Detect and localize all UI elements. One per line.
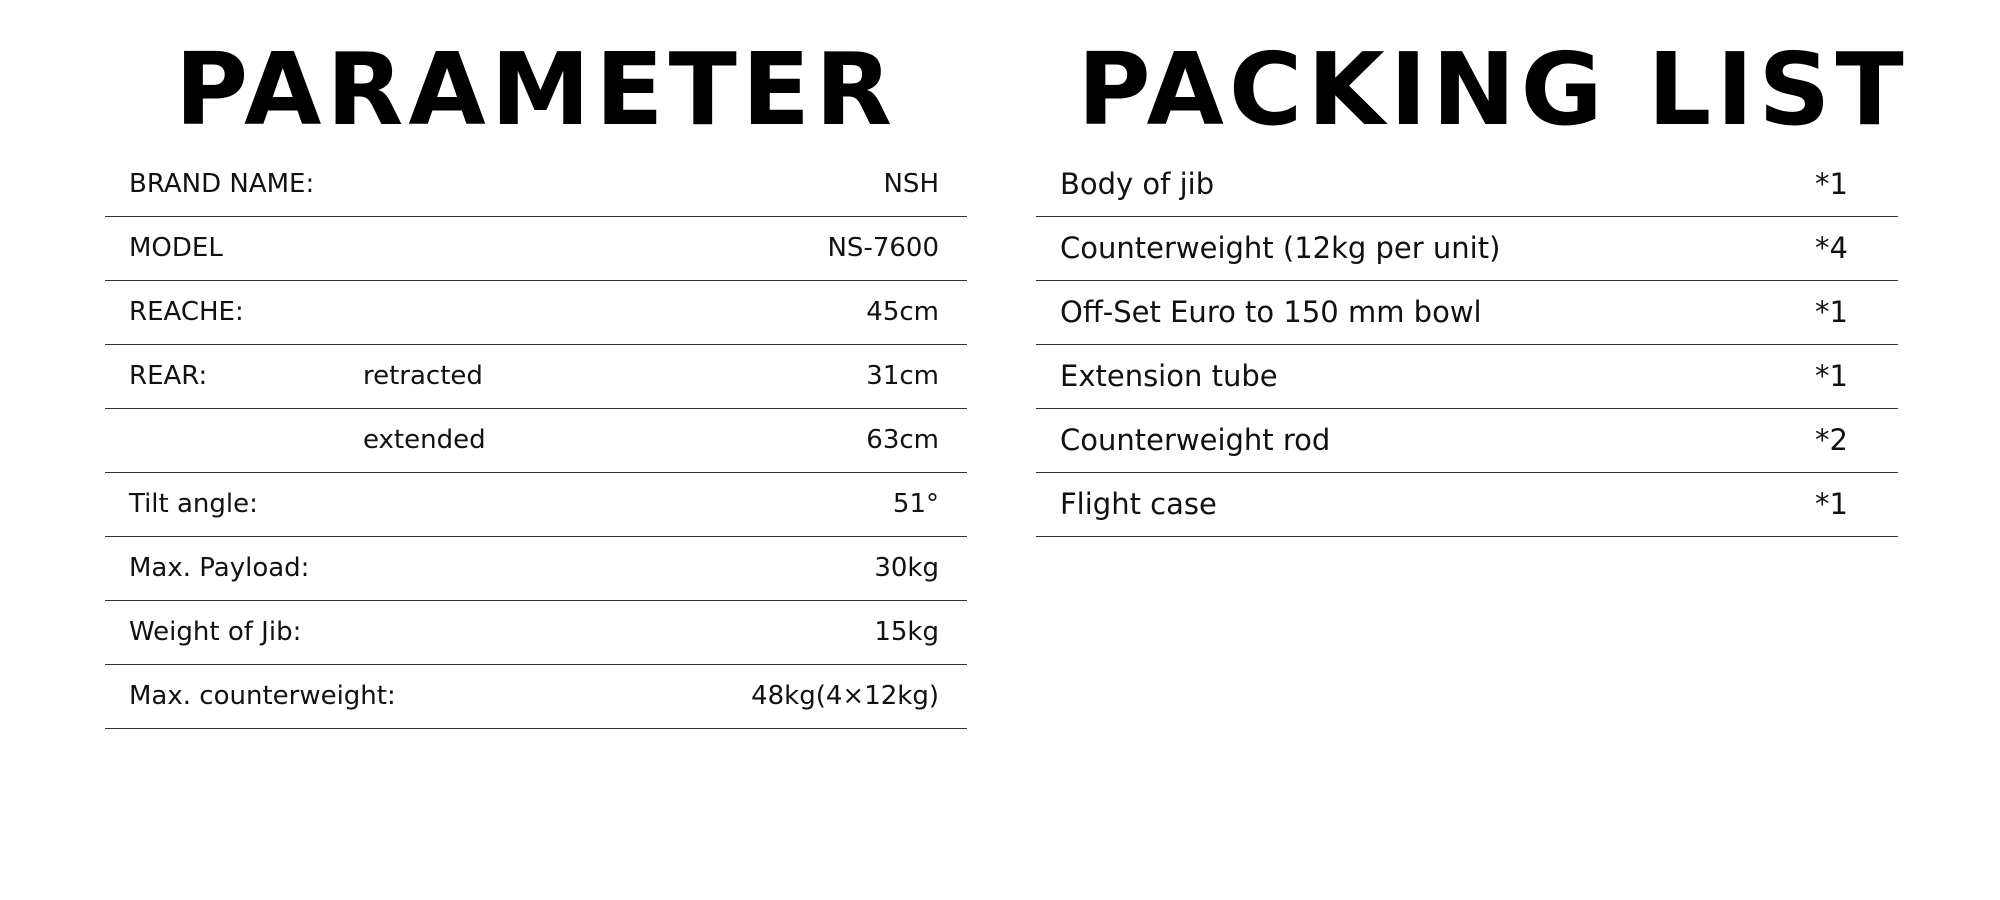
parameter-value: NSH [883, 169, 939, 199]
parameter-value: 45cm [866, 297, 939, 327]
parameter-row-max-payload [105, 537, 967, 601]
packing-item-name: Flight case [1060, 487, 1217, 521]
parameter-value: 48kg(4×12kg) [751, 681, 939, 711]
parameter-label: BRAND NAME: [129, 169, 315, 199]
packing-item-quantity: *1 [1815, 359, 1848, 393]
packing-list-item [1036, 409, 1898, 473]
packing-list-title: PACKING LIST [1077, 31, 1909, 148]
packing-list-item [1036, 473, 1898, 537]
parameter-row-rear-extended [105, 409, 967, 473]
packing-item-name: Counterweight (12kg per unit) [1060, 231, 1501, 265]
parameter-label: Max. counterweight: [129, 681, 396, 711]
parameter-row-brand-name [105, 153, 967, 217]
parameter-value: 51° [892, 489, 939, 519]
parameter-value: NS-7600 [827, 233, 939, 263]
parameter-value: 15kg [874, 617, 939, 647]
packing-list-item [1036, 281, 1898, 345]
parameter-row-reache [105, 281, 967, 345]
packing-item-quantity: *1 [1815, 487, 1848, 521]
packing-list-table [1036, 153, 1898, 537]
parameter-value: 63cm [866, 425, 939, 455]
parameter-row-max-counterweight [105, 665, 967, 729]
parameter-label: REACHE: [129, 297, 244, 327]
packing-item-name: Body of jib [1060, 167, 1215, 201]
packing-list-item [1036, 153, 1898, 217]
packing-list-item [1036, 345, 1898, 409]
packing-item-name: Off-Set Euro to 150 mm bowl [1060, 295, 1482, 329]
parameter-table [105, 153, 967, 729]
packing-list-item [1036, 217, 1898, 281]
parameter-label: Max. Payload: [129, 553, 310, 583]
parameter-label: Weight of Jib: [129, 617, 302, 647]
parameter-label: MODEL [129, 233, 223, 263]
packing-item-quantity: *1 [1815, 167, 1848, 201]
parameter-row-rear-retracted [105, 345, 967, 409]
parameter-label: Tilt angle: [129, 489, 258, 519]
parameter-value: 31cm [866, 361, 939, 391]
parameter-value: 30kg [874, 553, 939, 583]
parameter-label: REAR: [129, 361, 208, 391]
parameter-sublabel: extended [363, 425, 486, 455]
packing-item-quantity: *1 [1815, 295, 1848, 329]
packing-item-name: Counterweight rod [1060, 423, 1331, 457]
packing-item-name: Extension tube [1060, 359, 1278, 393]
parameter-row-model [105, 217, 967, 281]
packing-item-quantity: *4 [1815, 231, 1848, 265]
parameter-row-weight-of-jib [105, 601, 967, 665]
parameter-row-tilt-angle [105, 473, 967, 537]
parameter-sublabel: retracted [363, 361, 483, 391]
parameter-title: PARAMETER [174, 31, 898, 148]
packing-item-quantity: *2 [1815, 423, 1848, 457]
